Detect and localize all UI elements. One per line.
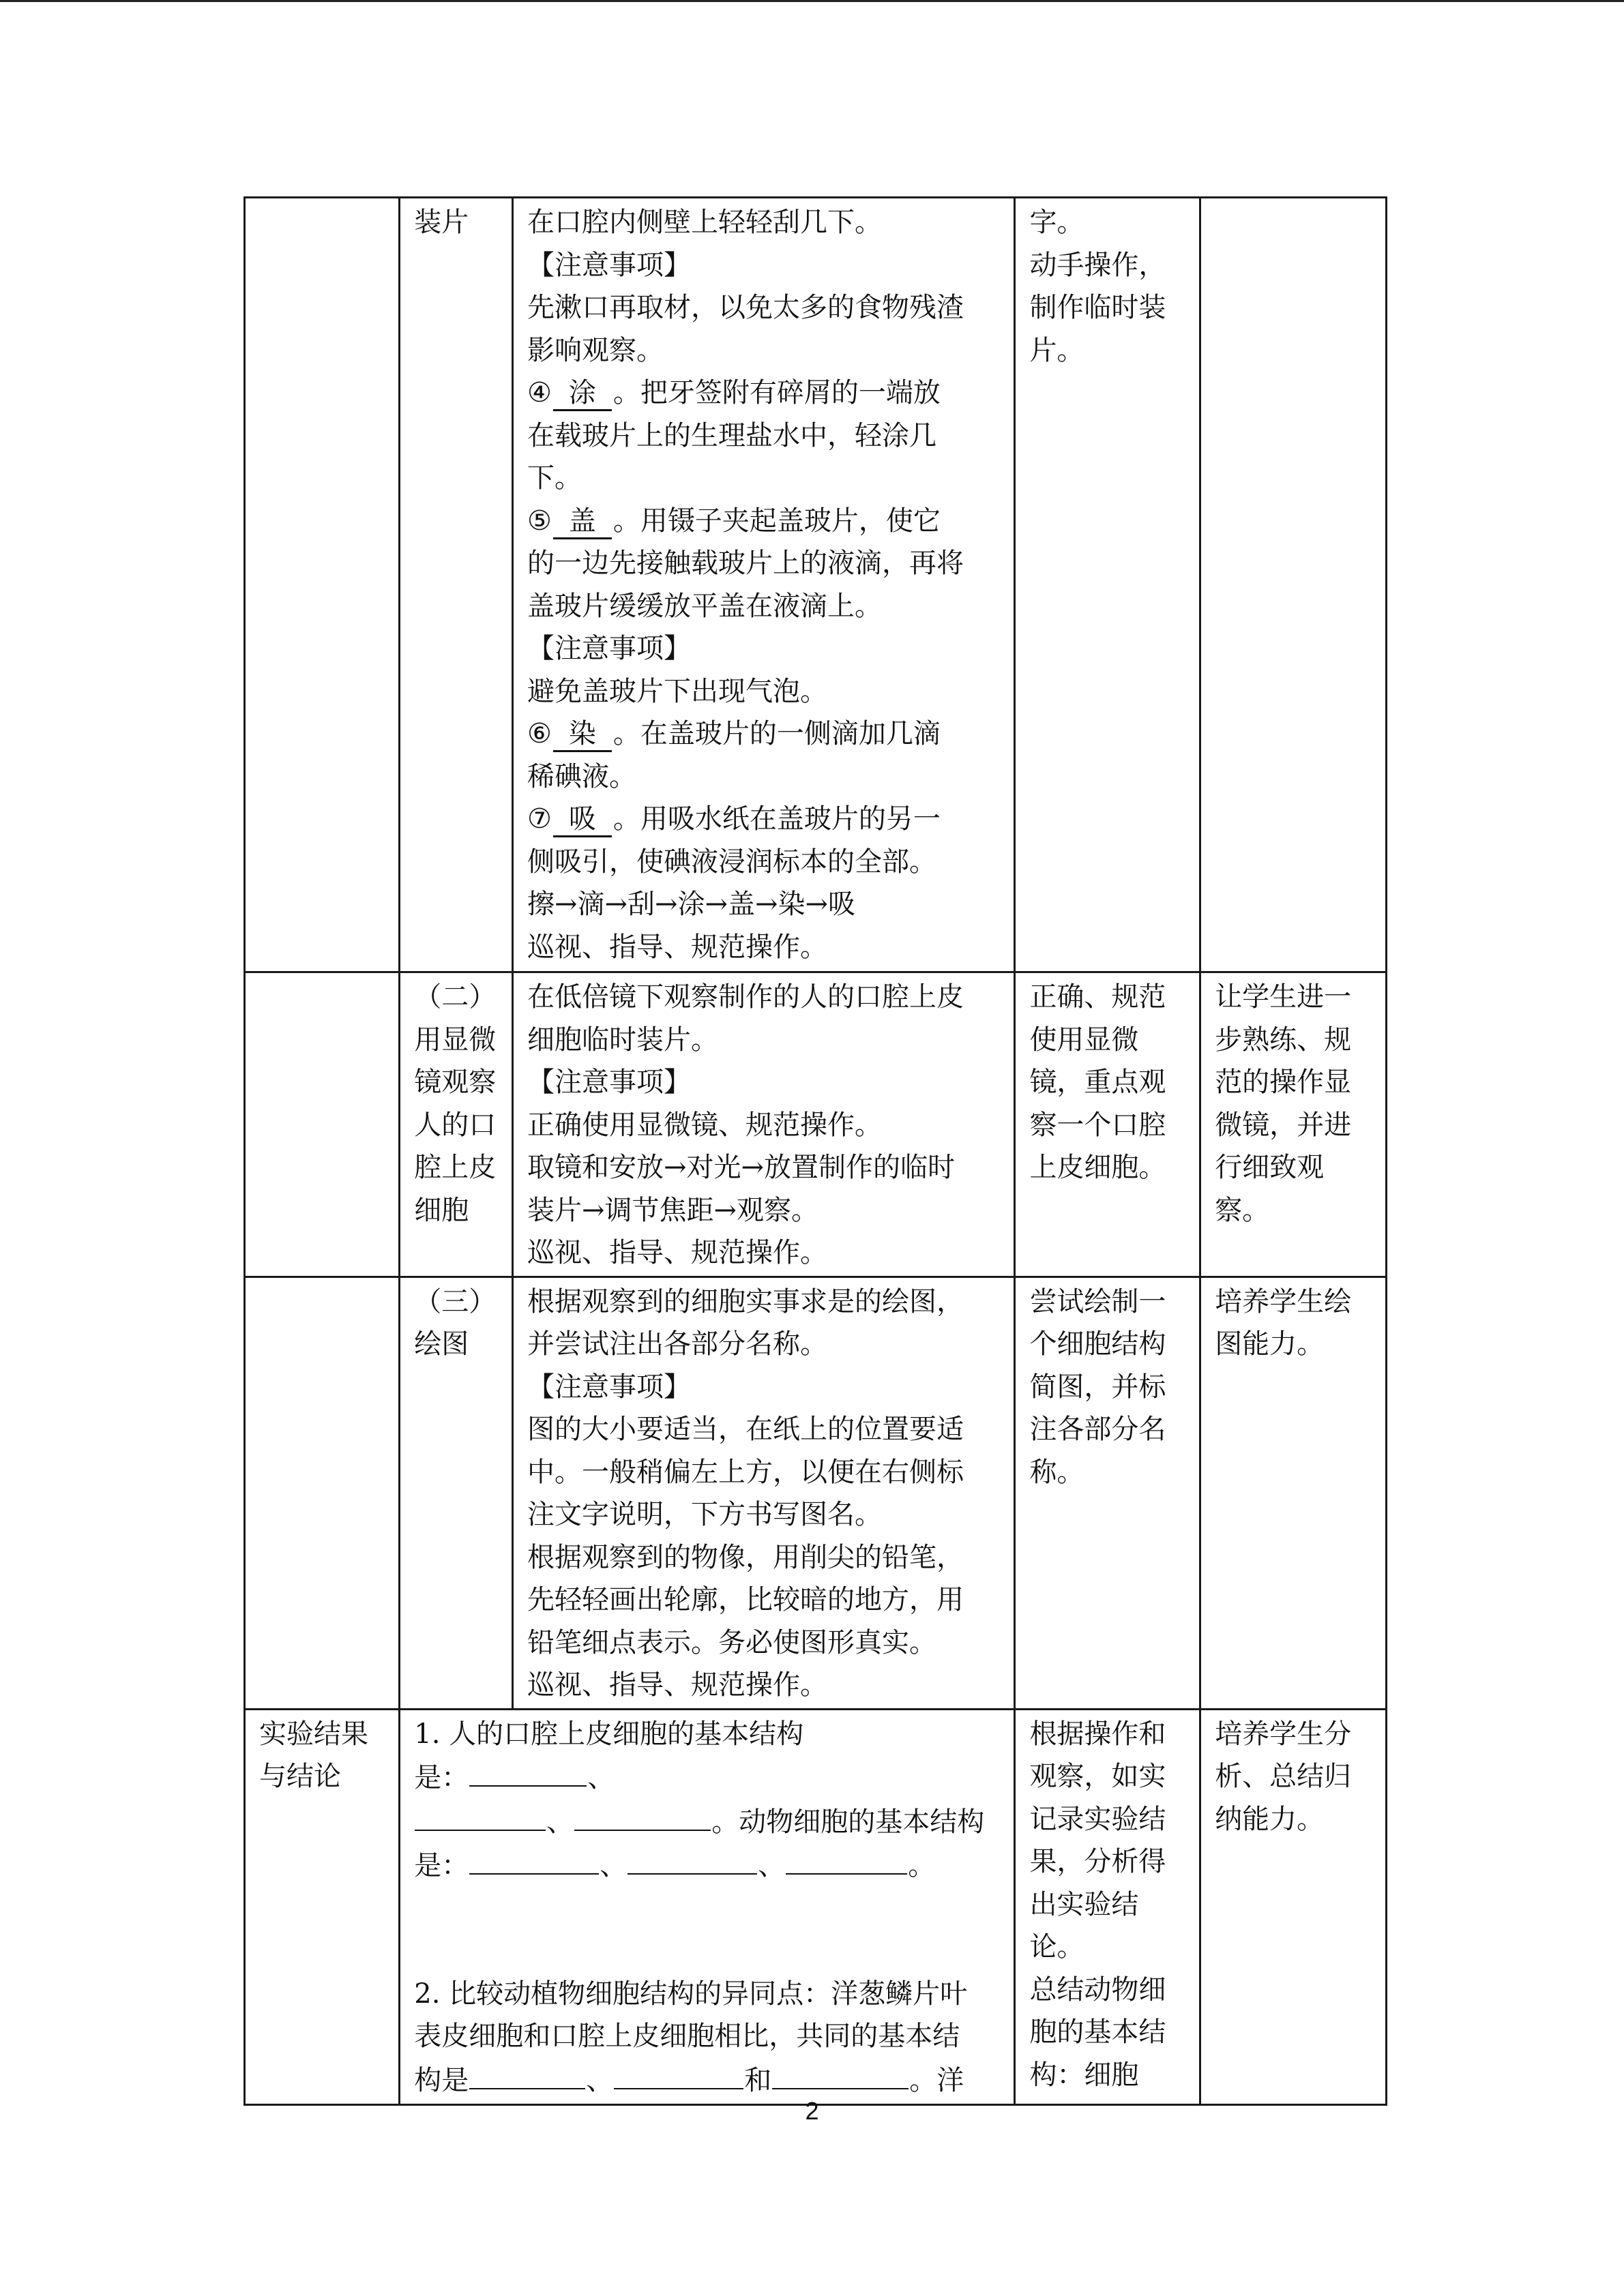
student-activity-cell: 根据操作和 观察，如实 记录实验结 果，分析得 出实验结 论。 总结动物细 胞的基本结 构：细胞 <box>1015 1709 1200 2104</box>
answer-blank <box>574 1800 711 1831</box>
step-line: ⑤ 盖 。用镊子夹起盖玻片，使它 <box>527 500 1000 543</box>
results-cell: 1. 人的口腔上皮细胞的基本结构 是： 、 、 。动物细胞的基本结构 是： 、 、 。 2. 比较动植物细胞结构的异同点：洋葱鳞片叶 表皮细胞和口腔上皮细胞相比，共同的基本结 构是 、 和 。洋 <box>400 1709 1015 2104</box>
design-intent-cell: 培养学生分 析、总结归 纳能力。 <box>1200 1709 1387 2104</box>
answer-blank <box>786 1843 907 1875</box>
table-row <box>245 972 1387 1277</box>
fill-blank: 涂 <box>553 376 612 411</box>
table-row <box>245 198 1387 972</box>
step-line: ⑥ 染 。在盖玻片的一侧滴加几滴 <box>527 713 1000 756</box>
design-intent-cell: 让学生进一 步熟练、规 范的操作显 微镜，并进 行细致观 察。 <box>1200 972 1387 1277</box>
page-number: 2 <box>805 2097 819 2125</box>
teacher-activity-cell: 根据观察到的细胞实事求是的绘图， 并尝试注出各部分名称。 【注意事项】 图的大小要适当，在纸上的位置要适 中。一般稍偏左上方，以便在右侧标 注文字说明，下方书写图名。 根据观察到的物像，用削尖的铅笔， 先轻轻画出轮廓，比较暗的地方，用 铅笔细点表示。务必使图形真实。 巡视、指导、规范操作。 <box>512 1277 1014 1709</box>
student-activity-cell: 字。 动手操作， 制作临时装 片。 <box>1015 198 1200 972</box>
section-cell-empty <box>245 1277 400 1709</box>
answer-blank <box>469 1843 599 1875</box>
page-top-border <box>0 0 1624 2</box>
step-line: ④ 涂 。把牙签附有碎屑的一端放 <box>527 372 1000 415</box>
student-activity-cell: 正确、规范 使用显微 镜，重点观 察一个口腔 上皮细胞。 <box>1015 972 1200 1277</box>
student-activity-cell: 尝试绘制一 个细胞结构 简图，并标 注各部分名 称。 <box>1015 1277 1200 1709</box>
stage-cell: （二） 用显微 镜观察 人的口 腔上皮 细胞 <box>400 972 513 1277</box>
teacher-activity-cell: 在口腔内侧壁上轻轻刮几下。 【注意事项】 先漱口再取材，以免太多的食物残渣 影响观察。 ④ 涂 。把牙签附有碎屑的一端放 在载玻片上的生理盐水中，轻涂几 下。 ⑤ 盖 。用镊子夹起盖玻片，使它 的一边先接触载玻片上的液滴，再将 盖玻片缓缓放平盖在液滴上。 【注意事项】 避免盖玻片下出现气泡。 ⑥ 染 。在盖玻片的一侧滴加几滴 稀碘液。 ⑦ 吸 。用吸水纸在盖玻片的另一 侧吸引，使碘液浸润标本的全部。 擦→滴→刮→涂→盖→染→吸 巡视、指导、规范操作。 <box>512 198 1014 972</box>
stage-cell: （三） 绘图 <box>400 1277 513 1709</box>
design-intent-cell: 培养学生绘 图能力。 <box>1200 1277 1387 1709</box>
fill-blank: 吸 <box>553 803 612 837</box>
section-cell-empty <box>245 198 400 972</box>
lesson-plan-table <box>243 196 1387 2106</box>
fill-blank: 盖 <box>553 505 612 539</box>
section-cell-empty <box>245 972 400 1277</box>
teacher-activity-cell: 在低倍镜下观察制作的人的口腔上皮 细胞临时装片。 【注意事项】 正确使用显微镜、规范操作。 取镜和安放→对光→放置制作的临时 装片→调节焦距→观察。 巡视、指导、规范操作。 <box>512 972 1014 1277</box>
answer-blank <box>415 1800 546 1831</box>
answer-blank <box>628 1843 757 1875</box>
stage-cell: 装片 <box>400 198 513 972</box>
step-line: ⑦ 吸 。用吸水纸在盖玻片的另一 <box>527 798 1000 841</box>
answer-blank <box>469 1755 587 1787</box>
design-intent-cell <box>1200 198 1387 972</box>
answer-blank <box>614 2058 743 2089</box>
answer-blank <box>469 2058 585 2089</box>
answer-blank <box>772 2058 909 2089</box>
table-row <box>245 1277 1387 1709</box>
fill-blank: 染 <box>553 717 612 752</box>
table-row <box>245 1709 1387 2104</box>
section-cell: 实验结果 与结论 <box>245 1709 400 2104</box>
